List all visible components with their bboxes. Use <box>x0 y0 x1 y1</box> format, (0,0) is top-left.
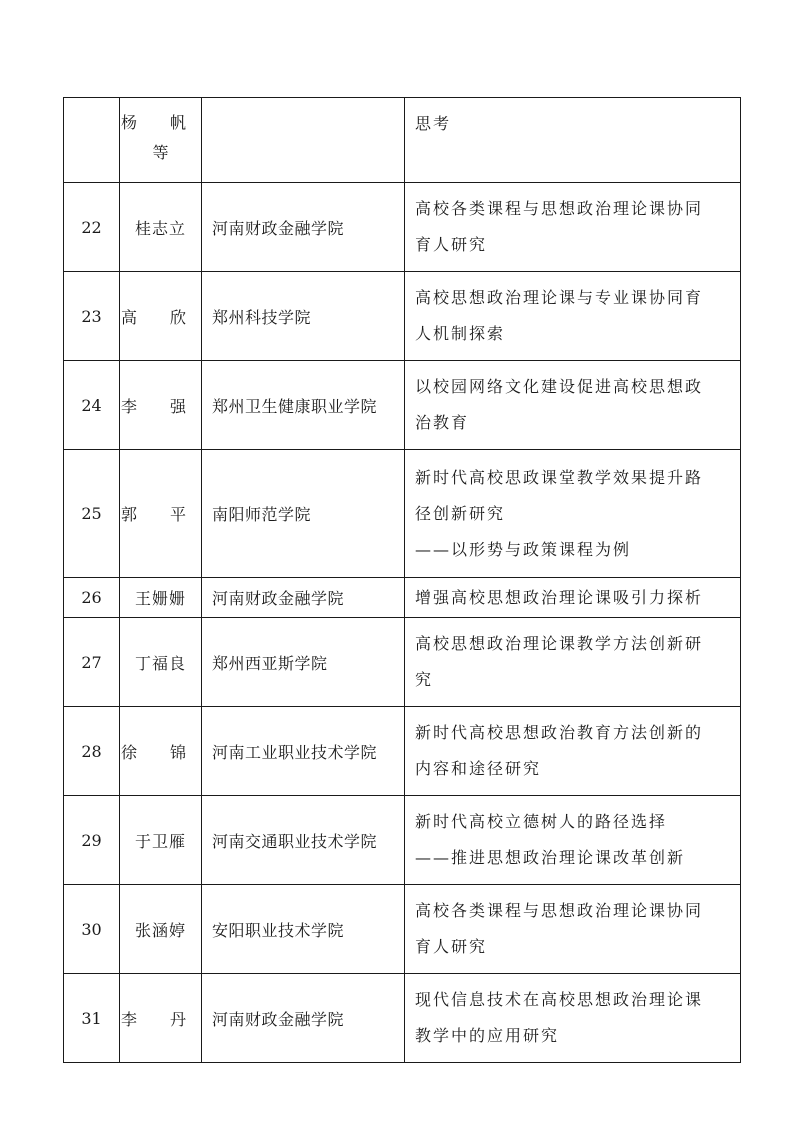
topic-line: 治教育 <box>415 413 470 432</box>
row-number: 28 <box>64 707 120 796</box>
author-name: 于卫雁 <box>120 796 202 885</box>
institution: 河南交通职业技术学院 <box>202 796 405 885</box>
table-row <box>64 361 741 450</box>
research-topic <box>405 272 741 361</box>
research-topic <box>405 98 741 183</box>
table-row <box>64 618 741 707</box>
author-name <box>120 361 202 450</box>
author-name <box>120 450 202 578</box>
topic-line: 思考 <box>415 114 452 133</box>
topic-line: 高校各类课程与思想政治理论课协同 <box>415 199 704 218</box>
author-name-text: 郭 平 <box>120 505 201 524</box>
topic-line: 以校园网络文化建设促进高校思想政 <box>415 377 704 396</box>
research-topic <box>405 974 741 1063</box>
topic-line: 现代信息技术在高校思想政治理论课 <box>415 990 704 1009</box>
topic-line: 新时代高校思政课堂教学效果提升路 <box>415 467 704 487</box>
row-number: 31 <box>64 974 120 1063</box>
topic-line: 育人研究 <box>415 937 488 956</box>
topic-line: 高校各类课程与思想政治理论课协同 <box>415 901 704 920</box>
research-topic <box>405 707 741 796</box>
author-name-text: 高 欣 <box>120 307 201 327</box>
author-name-text: 徐 锦 <box>120 742 201 762</box>
institution: 南阳师范学院 <box>202 450 405 578</box>
author-name-line: 等 <box>152 143 169 162</box>
research-topic <box>405 361 741 450</box>
row-number: 24 <box>64 361 120 450</box>
topic-line: 高校思想政治理论课教学方法创新研 <box>415 634 704 653</box>
topic-line: 内容和途径研究 <box>415 759 542 778</box>
table-row <box>64 578 741 618</box>
author-name <box>120 974 202 1063</box>
institution: 郑州西亚斯学院 <box>202 618 405 707</box>
research-topic <box>405 183 741 272</box>
institution: 河南财政金融学院 <box>202 183 405 272</box>
author-name: 桂志立 <box>120 183 202 272</box>
table-row <box>64 885 741 974</box>
topic-line: ——推进思想政治理论课改革创新 <box>415 848 686 867</box>
row-number: 27 <box>64 618 120 707</box>
institution: 安阳职业技术学院 <box>202 885 405 974</box>
research-topic <box>405 796 741 885</box>
row-number: 25 <box>64 450 120 578</box>
author-name <box>120 98 202 183</box>
institution <box>202 98 405 183</box>
author-name-line: 杨 帆 <box>120 113 201 132</box>
topic-line: 究 <box>415 670 434 689</box>
research-topic <box>405 885 741 974</box>
table-row <box>64 183 741 272</box>
topic-line: 高校思想政治理论课与专业课协同育 <box>415 288 704 307</box>
author-name: 王姗姗 <box>120 578 202 618</box>
author-name <box>120 707 202 796</box>
research-topic <box>405 618 741 707</box>
row-number: 29 <box>64 796 120 885</box>
institution: 郑州科技学院 <box>202 272 405 361</box>
institution: 河南财政金融学院 <box>202 578 405 618</box>
author-name: 张涵婷 <box>120 885 202 974</box>
topic-line: 径创新研究 <box>415 503 506 523</box>
topic-line: 教学中的应用研究 <box>415 1026 560 1045</box>
table-row <box>64 707 741 796</box>
table-row <box>64 796 741 885</box>
topic-line: ——以形势与政策课程为例 <box>415 539 632 559</box>
row-number: 22 <box>64 183 120 272</box>
research-topic <box>405 578 741 618</box>
author-name-text: 李 丹 <box>120 1009 201 1029</box>
row-number <box>64 98 120 183</box>
institution: 郑州卫生健康职业学院 <box>202 361 405 450</box>
institution: 河南财政金融学院 <box>202 974 405 1063</box>
topic-line: 育人研究 <box>415 235 488 254</box>
table-row <box>64 272 741 361</box>
topic-line: 人机制探索 <box>415 324 506 343</box>
author-name <box>120 272 202 361</box>
table-row <box>64 450 741 578</box>
table-row <box>64 974 741 1063</box>
author-name-text: 李 强 <box>120 396 201 416</box>
author-name: 丁福良 <box>120 618 202 707</box>
research-topic <box>405 450 741 578</box>
institution: 河南工业职业技术学院 <box>202 707 405 796</box>
table-row <box>64 98 741 183</box>
row-number: 26 <box>64 578 120 618</box>
topic-line: 新时代高校思想政治教育方法创新的 <box>415 723 704 742</box>
award-list-table <box>63 97 741 1063</box>
row-number: 23 <box>64 272 120 361</box>
topic-line: 增强高校思想政治理论课吸引力探析 <box>415 587 704 607</box>
row-number: 30 <box>64 885 120 974</box>
topic-line: 新时代高校立德树人的路径选择 <box>415 812 668 831</box>
